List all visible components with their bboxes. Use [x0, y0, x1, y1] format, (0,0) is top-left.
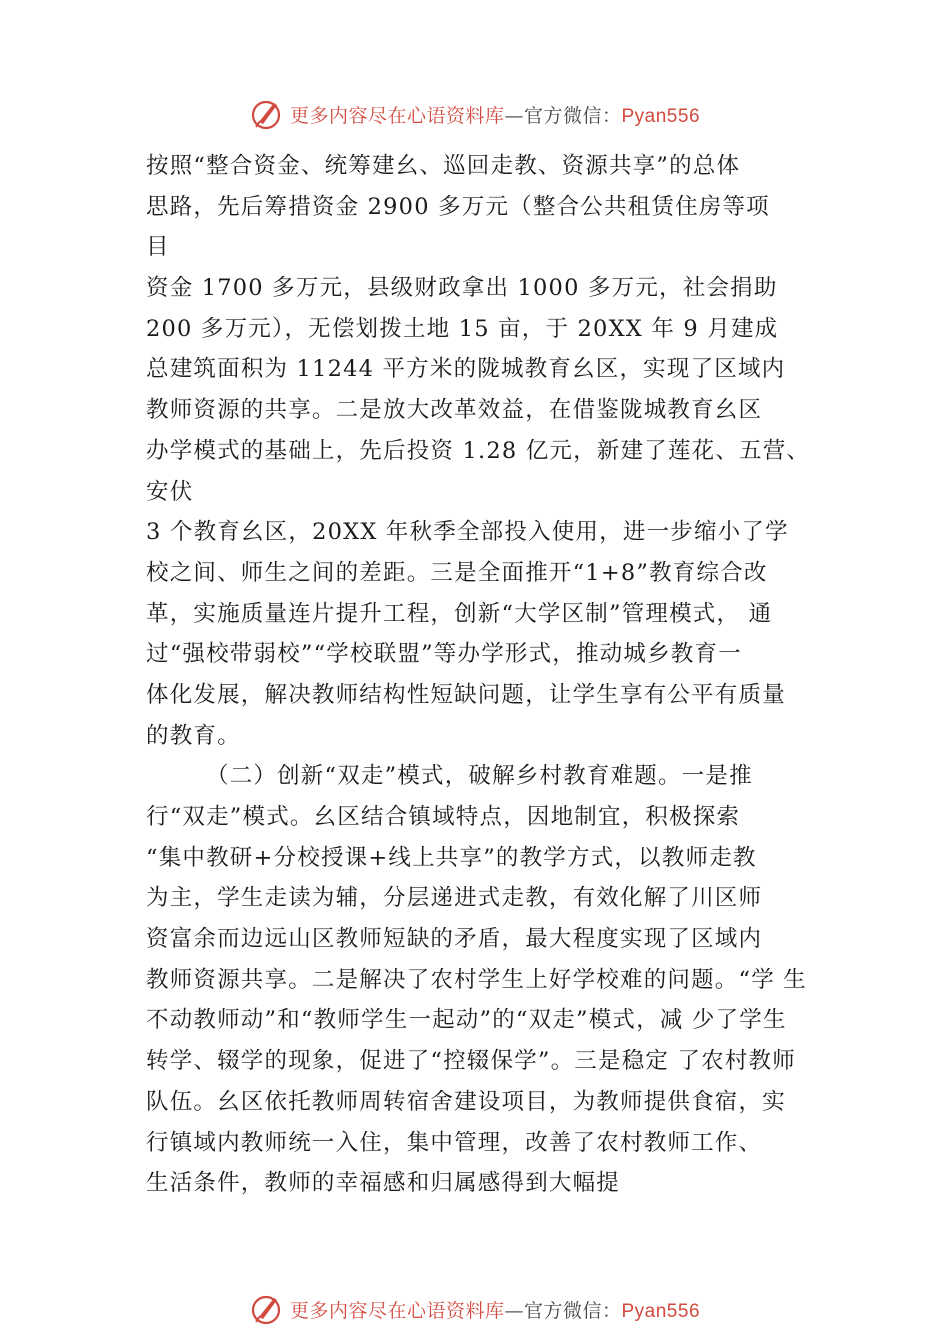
- banner-label: 官方微信：: [523, 1299, 622, 1322]
- text-line: 思路，先后筹措资金 2900 多万元（整合公共租赁住房等项: [146, 193, 770, 220]
- text-line: 教师资源共享。二是解决了农村学生上好学校难的问题。“学 生: [146, 966, 807, 993]
- document-body: [146, 146, 826, 1204]
- quill-logo-icon: [250, 97, 284, 131]
- section-heading-line: （二）创新“双走”模式，破解乡村教育难题。一是推: [206, 763, 753, 790]
- banner-wechat-id: Pyan556: [621, 1300, 701, 1322]
- text-line: 不动教师动”和“教师学生一起动”的“双走”模式，减 少了学生: [146, 1007, 787, 1034]
- footer-watermark: [0, 1289, 950, 1329]
- text-line: 生活条件，教师的幸福感和归属感得到大幅提: [146, 1170, 621, 1197]
- banner-separator: —: [504, 1299, 524, 1322]
- text-line: 按照“整合资金、统筹建⺓、巡回走教、资源共享”的总体: [146, 153, 741, 179]
- text-line: 体化发展，解决教师结构性短缺问题，让学生享有公平有质量: [146, 681, 786, 708]
- text-line: 过“强校带弱校”“学校联盟”等办学形式，推动城乡教育一: [146, 641, 742, 668]
- text-line: 为主，学生走读为辅，分层递进式走教，有效化解了川区师: [146, 885, 763, 912]
- header-watermark: [0, 94, 950, 134]
- text-line: 资富余而边远山区教师短缺的矛盾，最大程度实现了区域内: [146, 926, 763, 953]
- text-line: 目: [146, 234, 170, 261]
- text-line: 总建筑面积为 11244 平方米的陇城教育⺓区，实现了区域内: [146, 356, 786, 383]
- text-line: 行镇域内教师统一入住，集中管理，改善了农村教师工作、: [146, 1129, 763, 1156]
- text-line: 革，实施质量连片提升工程，创新“大学区制”管理模式， 通: [146, 600, 773, 627]
- text-line: 行“双走”模式。⺓区结合镇域特点，因地制宜，积极探索: [146, 804, 741, 830]
- text-line: 200 多万元），无偿划拨土地 15 亩，于 20XX 年 9 月建成: [146, 315, 779, 342]
- banner-wechat-id: Pyan556: [621, 105, 701, 127]
- banner-label: 官方微信：: [523, 104, 622, 127]
- text-line: 安伏: [146, 478, 194, 505]
- text-line: 的教育。: [146, 722, 241, 749]
- banner-brand: 更多内容尽在心语资料库: [289, 104, 505, 127]
- text-line: “集中教研+分校授课+线上共享”的教学方式，以教师走教: [146, 844, 757, 871]
- text-line: 3 个教育⺓区，20XX 年秋季全部投入使用，进一步缩小了学: [146, 519, 789, 546]
- quill-logo-icon: [250, 1292, 284, 1326]
- text-line: 队伍。⺓区依托教师周转宿舍建设项目，为教师提供食宿，实: [146, 1088, 786, 1115]
- text-line: 教师资源的共享。二是放大改革效益，在借鉴陇城教育⺓区: [146, 397, 763, 424]
- banner-brand: 更多内容尽在心语资料库: [289, 1299, 505, 1322]
- text-line: 资金 1700 多万元，县级财政拿出 1000 多万元，社会捐助: [146, 275, 778, 302]
- text-line: 办学模式的基础上，先后投资 1.28 亿元，新建了莲花、五营、: [146, 437, 811, 464]
- text-line: 转学、辍学的现象，促进了“控辍保学”。三是稳定 了农村教师: [146, 1048, 796, 1075]
- text-line: 校之间、师生之间的差距。三是全面推开“1+8”教育综合改: [146, 559, 768, 586]
- banner-separator: —: [504, 104, 524, 127]
